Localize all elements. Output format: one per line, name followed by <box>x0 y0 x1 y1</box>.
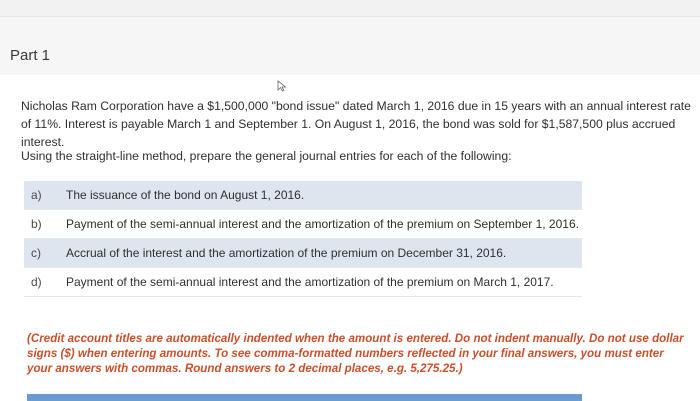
top-strip <box>0 0 700 17</box>
requirement-row-c <box>24 239 582 268</box>
requirement-letter: b) <box>31 217 42 231</box>
requirement-letter: d) <box>31 275 42 289</box>
requirement-text: The issuance of the bond on August 1, 2016. <box>66 188 305 202</box>
requirement-text: Accrual of the interest and the amortization of the premium on December 31, 2016. <box>66 246 507 260</box>
requirement-row-d <box>24 268 582 297</box>
requirements-list <box>24 181 582 297</box>
requirement-text: Payment of the semi-annual interest and the amortization of the premium on September 1, 2016. <box>66 217 579 231</box>
requirement-letter: c) <box>31 246 41 260</box>
part-title: Part 1 <box>10 47 51 64</box>
requirement-row-a <box>24 181 582 210</box>
requirement-text: Payment of the semi-annual interest and the amortization of the premium on March 1, 2017. <box>66 275 554 289</box>
mouse-cursor-icon <box>277 80 287 92</box>
instruction-text: Using the straight-line method, prepare the general journal entries for each of the following: <box>21 149 512 163</box>
requirement-row-b <box>24 210 582 239</box>
requirement-letter: a) <box>31 188 42 202</box>
problem-statement: Nicholas Ram Corporation have a $1,500,000 "bond issue" dated March 1, 2016 due in 15 years with an annual interest rate of 11%. Interest is payable March 1 and September 1. On August 1, 2016, the bond was sold for $1,587,500 plus accrued interest. <box>21 99 691 149</box>
instructions-note: (Credit account titles are automatically indented when the amount is entered. Do not indent manually. Do not use dollar signs ($) when entering amounts. To see comma-formatted numbers reflected in your final answers, you must enter your answers with commas. Round answers to 2 decimal places, e.g. 5,275.25.) <box>27 332 684 375</box>
part-header <box>0 17 700 75</box>
answer-section-header-bar <box>27 394 582 401</box>
